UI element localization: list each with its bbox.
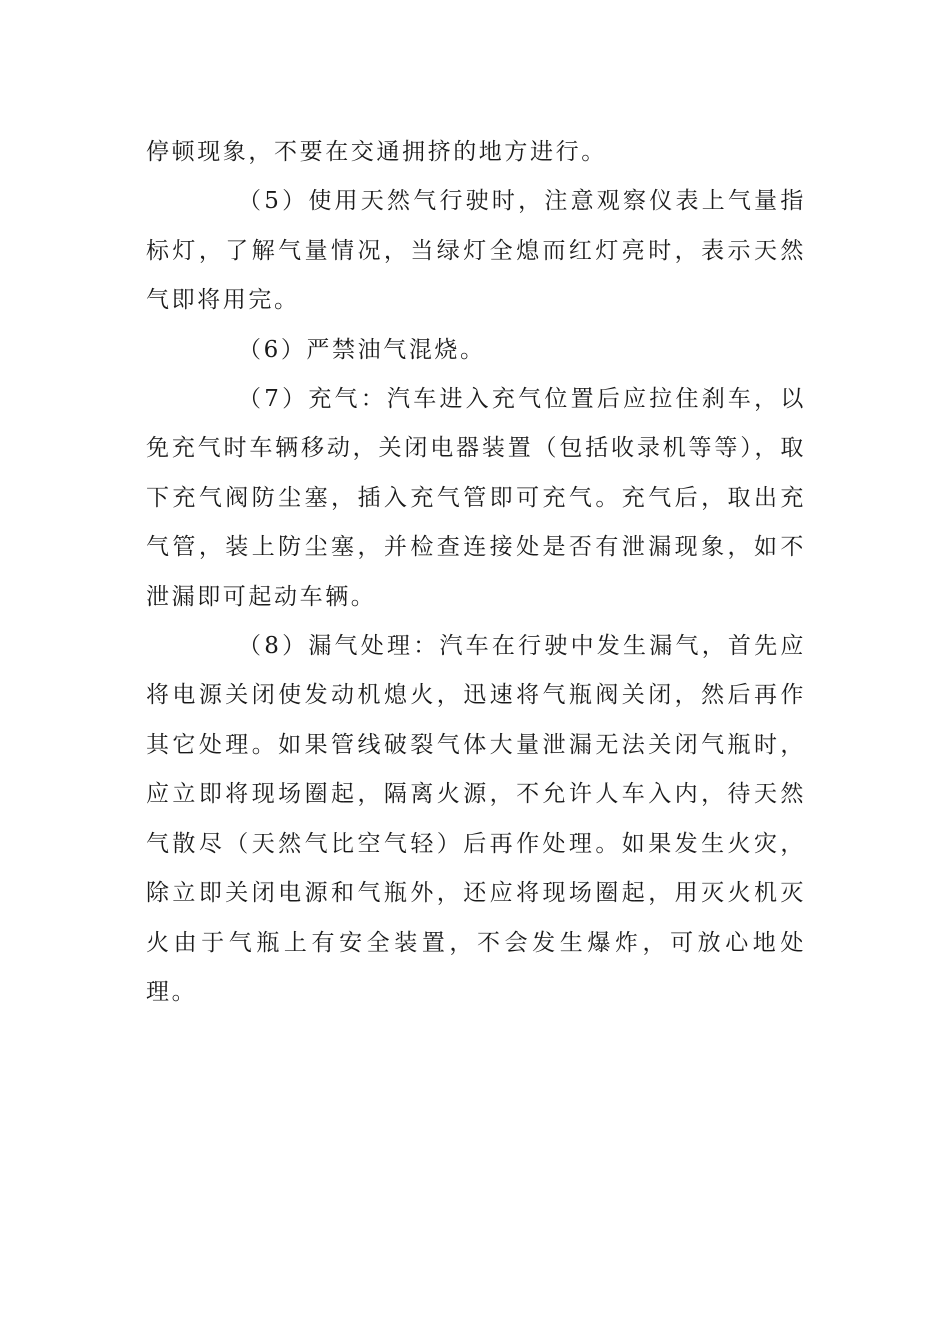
document-body [146,128,806,1017]
paragraph-item-8: （8）漏气处理：汽车在行驶中发生漏气，首先应将电源关闭使发动机熄火，迅速将气瓶阀关闭，然后再作其它处理。如果管线破裂气体大量泄漏无法关闭气瓶时，应立即将现场圈起，隔离火源，不允许人车入内，待天然气散尽（天然气比空气轻）后再作处理。如果发生火灾，除立即关闭电源和气瓶外，还应将现场圈起，用灭火机灭火由于气瓶上有安全装置，不会发生爆炸，可放心地处理。 [146,633,806,1005]
paragraph-continuation: 停顿现象，不要在交通拥挤的地方进行。 [146,139,607,165]
paragraph-item-5: （5）使用天然气行驶时，注意观察仪表上气量指标灯，了解气量情况，当绿灯全熄而红灯亮时，表示天然气即将用完。 [146,188,806,314]
paragraph-item-6: （6）严禁油气混烧。 [238,336,486,363]
paragraph-item-7: （7）充气：汽车进入充气位置后应拉住刹车，以免充气时车辆移动，关闭电器装置（包括收录机等等），取下充气阀防尘塞，插入充气管即可充气。充气后，取出充气管，装上防尘塞，并检查连接处是否有泄漏现象，如不泄漏即可起动车辆。 [146,386,806,610]
